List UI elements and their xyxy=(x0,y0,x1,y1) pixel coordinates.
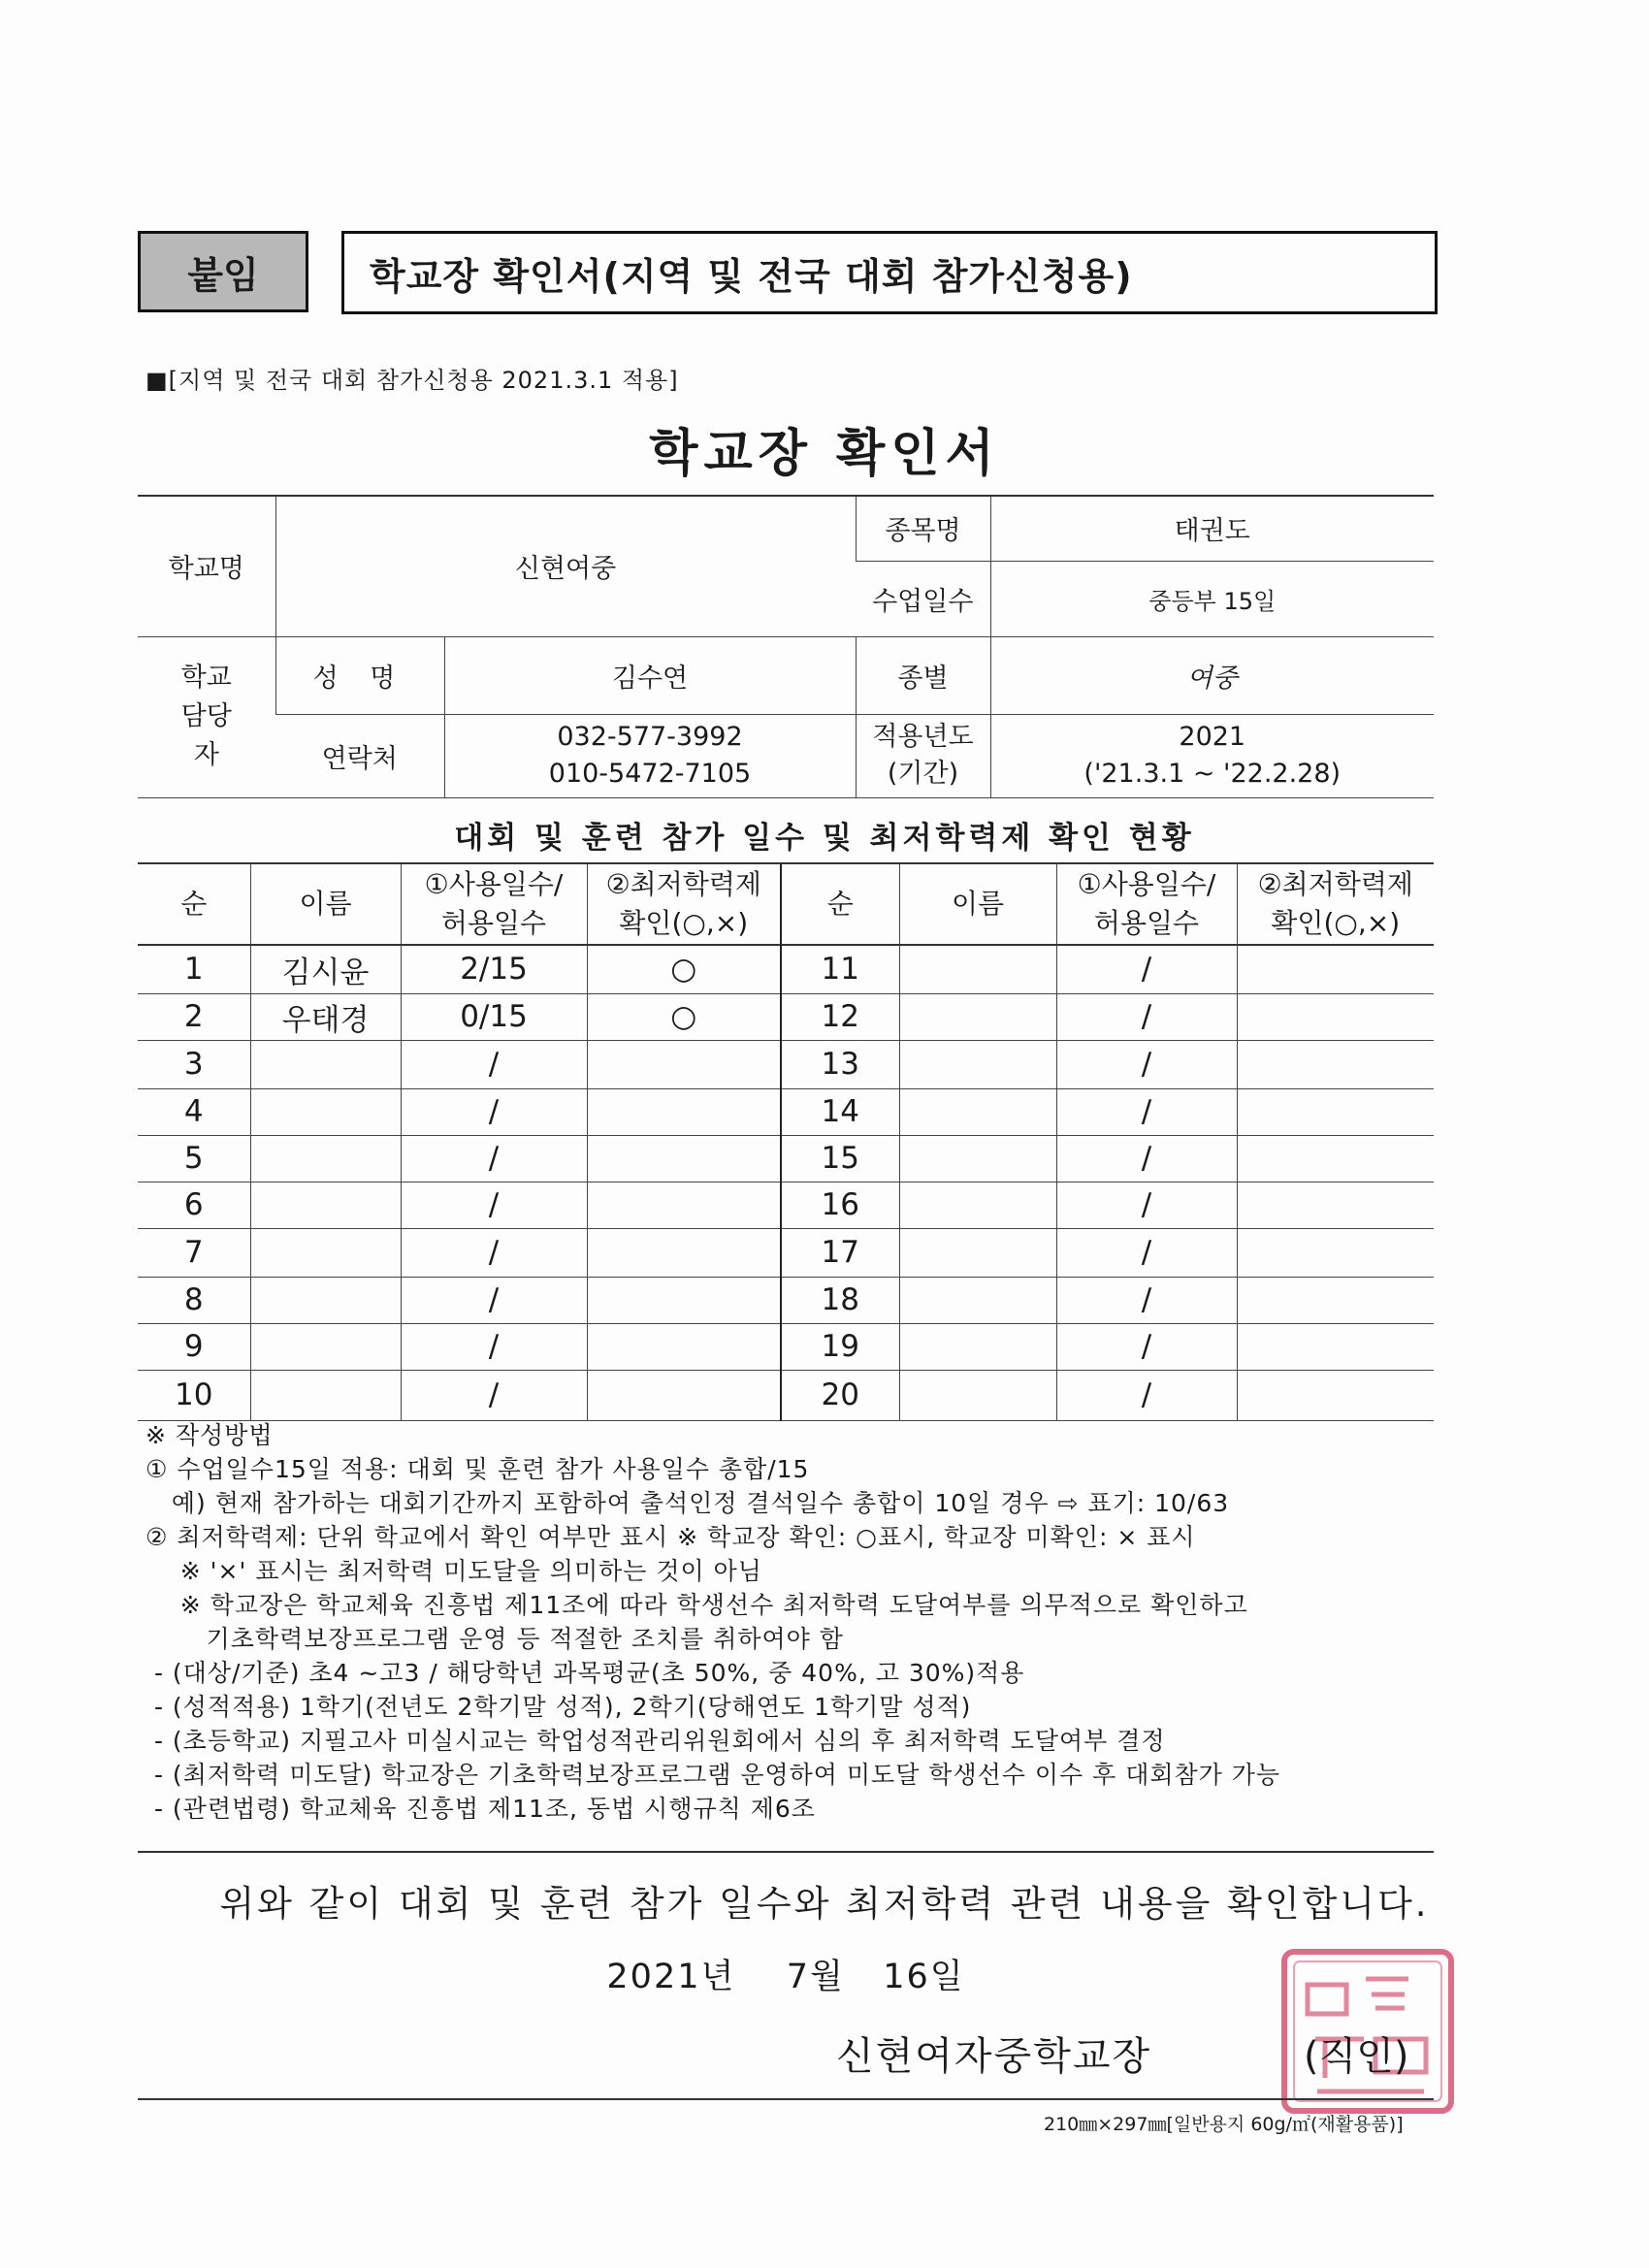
instruction-line: - (최저학력 미도달) 학교장은 기초학력보장프로그램 운영하여 미도달 학생선수 이수 후 대회참가 가능 xyxy=(146,1761,1281,1789)
header-days-line2: 허용일수 xyxy=(440,907,547,939)
header-min-line1: ②최저학력제 xyxy=(605,868,761,900)
table-row xyxy=(138,1182,1434,1228)
document-header-title: 학교장 확인서(지역 및 전국 대회 참가신청용) xyxy=(341,231,1438,314)
row-days-2: / xyxy=(1056,1040,1237,1088)
table-row xyxy=(138,1370,1434,1420)
header-min-line2: 확인(○,×) xyxy=(619,907,749,939)
row-check xyxy=(587,1135,781,1182)
row-check xyxy=(587,1370,781,1420)
header-no: 순 xyxy=(138,863,250,945)
row-days: / xyxy=(401,1088,587,1135)
instruction-line: 예) 현재 참가하는 대회기간까지 포함하여 출석인정 결석일수 총합이 10일 경우 ⇨ 표기: 10/63 xyxy=(146,1489,1230,1517)
row-name: 김시윤 xyxy=(250,945,401,993)
row-no-2: 17 xyxy=(781,1228,899,1277)
row-no: 2 xyxy=(138,993,250,1040)
contact-label: 연락처 xyxy=(275,714,444,797)
row-days: / xyxy=(401,1277,587,1323)
instruction-line: ※ 학교장은 학교체육 진흥법 제11조에 따라 학생선수 최저학력 도달여부를 의무적으로 확인하고 xyxy=(146,1591,1248,1619)
seal-label: (직인) xyxy=(1304,2034,1409,2079)
row-days-2: / xyxy=(1056,1135,1237,1182)
school-info-table xyxy=(138,495,1434,798)
issue-date: 2021년 7월 16일 xyxy=(606,1958,965,1996)
row-days-2: / xyxy=(1056,945,1237,993)
row-days-2: / xyxy=(1056,1323,1237,1370)
row-check-2 xyxy=(1237,1277,1434,1323)
instruction-line: - (초등학교) 지필고사 미실시교는 학업성적관리위원회에서 심의 후 최저학력 도달여부 결정 xyxy=(146,1727,1166,1755)
contact-value xyxy=(444,714,856,797)
row-days-2: / xyxy=(1056,1370,1237,1420)
table-row xyxy=(138,1323,1434,1370)
row-check-2 xyxy=(1237,1135,1434,1182)
row-no-2: 16 xyxy=(781,1182,899,1228)
row-no: 7 xyxy=(138,1228,250,1277)
header-min2-line1: ②최저학력제 xyxy=(1257,868,1413,900)
instruction-line: - (성적적용) 1학기(전년도 2학기말 성적), 2학기(당해연도 1학기말 성적) xyxy=(146,1693,972,1721)
row-name-2 xyxy=(899,945,1056,993)
divider-bottom xyxy=(138,2098,1434,2100)
row-check: ○ xyxy=(587,945,781,993)
application-note: ■[지역 및 전국 대회 참가신청용 2021.3.1 적용] xyxy=(146,367,679,394)
row-days: / xyxy=(401,1182,587,1228)
row-no: 6 xyxy=(138,1182,250,1228)
instruction-line: ② 최저학력제: 단위 학교에서 확인 여부만 표시 ※ 학교장 확인: ○표시, 학교장 미확인: × 표시 xyxy=(146,1523,1196,1551)
header-no-2: 순 xyxy=(781,863,899,945)
row-days-2: / xyxy=(1056,1088,1237,1135)
year-period: ('21.3.1 ~ '22.2.28) xyxy=(1083,759,1342,789)
row-no-2: 15 xyxy=(781,1135,899,1182)
header-min xyxy=(587,863,781,945)
row-no: 4 xyxy=(138,1088,250,1135)
row-check-2 xyxy=(1237,1228,1434,1277)
row-no-2: 19 xyxy=(781,1323,899,1370)
row-check-2 xyxy=(1237,1323,1434,1370)
manager-label: 학교 담당자 xyxy=(138,636,275,797)
row-name xyxy=(250,1088,401,1135)
category-label: 종별 xyxy=(856,636,990,714)
name-value: 김수연 xyxy=(444,636,856,714)
row-days: / xyxy=(401,1323,587,1370)
row-name-2 xyxy=(899,1135,1056,1182)
row-check-2 xyxy=(1237,1088,1434,1135)
row-name: 우태경 xyxy=(250,993,401,1040)
page-title: 학교장 확인서 xyxy=(649,425,1000,483)
event-label: 종목명 xyxy=(856,496,990,561)
row-check xyxy=(587,1088,781,1135)
row-check xyxy=(587,1182,781,1228)
row-check xyxy=(587,1277,781,1323)
row-no: 3 xyxy=(138,1040,250,1088)
row-no: 9 xyxy=(138,1323,250,1370)
row-name-2 xyxy=(899,1370,1056,1420)
row-name xyxy=(250,1370,401,1420)
table-row xyxy=(138,1040,1434,1088)
row-days: / xyxy=(401,1370,587,1420)
row-name-2 xyxy=(899,1088,1056,1135)
instruction-line: - (대상/기준) 초4 ~고3 / 해당학년 과목평균(초 50%, 중 40%, 고 30%)적용 xyxy=(146,1659,1025,1687)
roster-table xyxy=(138,862,1434,1421)
principal-title: 신현여자중학교장 xyxy=(836,2034,1152,2079)
row-no-2: 18 xyxy=(781,1277,899,1323)
days-value: 중등부 15일 xyxy=(990,561,1434,636)
roster-section-title: 대회 및 훈련 참가 일수 및 최저학력제 확인 현황 xyxy=(454,821,1195,856)
year-label xyxy=(856,714,990,797)
row-no: 1 xyxy=(138,945,250,993)
row-days: / xyxy=(401,1228,587,1277)
school-label: 학교명 xyxy=(138,496,275,636)
row-no-2: 13 xyxy=(781,1040,899,1088)
row-check-2 xyxy=(1237,1040,1434,1088)
event-value: 태권도 xyxy=(990,496,1434,561)
row-check-2 xyxy=(1237,945,1434,993)
row-no-2: 20 xyxy=(781,1370,899,1420)
table-row xyxy=(138,1135,1434,1182)
row-check-2 xyxy=(1237,1182,1434,1228)
row-name-2 xyxy=(899,1277,1056,1323)
instruction-line: ※ 작성방법 xyxy=(146,1421,274,1449)
year-number: 2021 xyxy=(1179,722,1246,752)
row-days-2: / xyxy=(1056,993,1237,1040)
confirm-statement: 위와 같이 대회 및 훈련 참가 일수와 최저학력 관련 내용을 확인합니다. xyxy=(219,1883,1430,1925)
row-name-2 xyxy=(899,1182,1056,1228)
instruction-line: ※ '×' 표시는 최저학력 미도달을 의미하는 것이 아님 xyxy=(146,1557,762,1585)
phone-primary: 032-577-3992 xyxy=(557,722,743,752)
row-check: ○ xyxy=(587,993,781,1040)
row-check xyxy=(587,1040,781,1088)
row-name-2 xyxy=(899,1323,1056,1370)
year-value xyxy=(990,714,1434,797)
category-value: 여중 xyxy=(990,636,1434,714)
row-no: 8 xyxy=(138,1277,250,1323)
row-name xyxy=(250,1277,401,1323)
phone-secondary: 010-5472-7105 xyxy=(548,759,752,789)
row-days-2: / xyxy=(1056,1277,1237,1323)
row-check xyxy=(587,1323,781,1370)
header-days-2 xyxy=(1056,863,1237,945)
row-check xyxy=(587,1228,781,1277)
row-name xyxy=(250,1228,401,1277)
row-name-2 xyxy=(899,993,1056,1040)
header-days2-line1: ①사용일수/ xyxy=(1077,868,1216,900)
year-label-line1: 적용년도 xyxy=(872,722,974,752)
row-name-2 xyxy=(899,1228,1056,1277)
days-label: 수업일수 xyxy=(856,561,990,636)
row-no-2: 12 xyxy=(781,993,899,1040)
instructions-block xyxy=(146,1418,1465,1826)
header-days-line1: ①사용일수/ xyxy=(424,868,564,900)
row-days: / xyxy=(401,1135,587,1182)
row-check-2 xyxy=(1237,1370,1434,1420)
table-row xyxy=(138,1277,1434,1323)
row-no-2: 11 xyxy=(781,945,899,993)
instruction-line: ① 수업일수15일 적용: 대회 및 훈련 참가 사용일수 총합/15 xyxy=(146,1455,810,1483)
row-no: 5 xyxy=(138,1135,250,1182)
header-min-2 xyxy=(1237,863,1434,945)
header-name-2: 이름 xyxy=(899,863,1056,945)
paper-spec-footer: 210㎜×297㎜[일반용지 60g/㎡(재활용품)] xyxy=(1044,2114,1404,2135)
row-days: / xyxy=(401,1040,587,1088)
school-value: 신현여중 xyxy=(275,496,856,636)
year-label-line2: (기간) xyxy=(887,759,959,789)
table-row xyxy=(138,993,1434,1040)
attachment-badge: 붙임 xyxy=(138,231,308,312)
row-no-2: 14 xyxy=(781,1088,899,1135)
row-no: 10 xyxy=(138,1370,250,1420)
row-name xyxy=(250,1040,401,1088)
header-days xyxy=(401,863,587,945)
header-name: 이름 xyxy=(250,863,401,945)
row-days-2: / xyxy=(1056,1228,1237,1277)
row-days-2: / xyxy=(1056,1182,1237,1228)
table-row xyxy=(138,945,1434,993)
header-min2-line2: 확인(○,×) xyxy=(1271,907,1401,939)
instruction-line: 기초학력보장프로그램 운영 등 적절한 조치를 취하여야 함 xyxy=(146,1625,844,1653)
divider-top xyxy=(138,1851,1434,1853)
row-name xyxy=(250,1135,401,1182)
instruction-line: - (관련법령) 학교체육 진흥법 제11조, 동법 시행규칙 제6조 xyxy=(146,1795,816,1823)
header-days2-line2: 허용일수 xyxy=(1093,907,1200,939)
name-label: 성 명 xyxy=(275,636,444,714)
row-days: 0/15 xyxy=(401,993,587,1040)
row-name xyxy=(250,1182,401,1228)
table-row xyxy=(138,1228,1434,1277)
row-name xyxy=(250,1323,401,1370)
table-row xyxy=(138,1088,1434,1135)
row-check-2 xyxy=(1237,993,1434,1040)
row-name-2 xyxy=(899,1040,1056,1088)
row-days: 2/15 xyxy=(401,945,587,993)
